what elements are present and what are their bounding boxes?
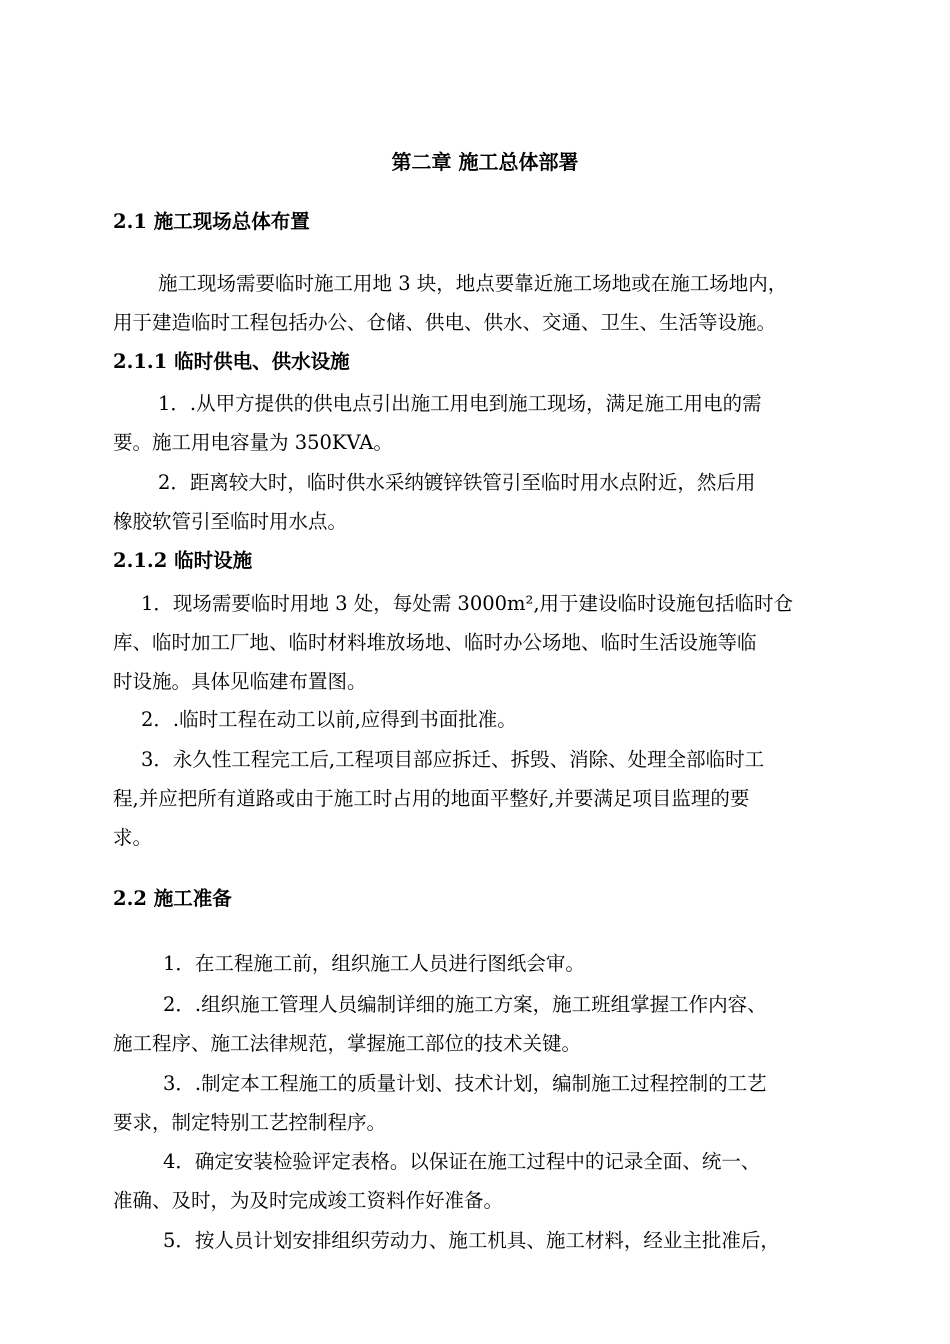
text-line: 准确、及时，为及时完成竣工资料作好准备。: [113, 1189, 504, 1212]
text-line: 4．确定安装检验评定表格。以保证在施工过程中的记录全面、统一、: [163, 1150, 761, 1173]
text-line: 施工程序、施工法律规范，掌握施工部位的技术关键。: [113, 1032, 582, 1055]
text-line: 时设施。具体见临建布置图。: [113, 670, 367, 693]
section-2-1-1-item-1: [113, 384, 873, 462]
text-line: 橡胶软管引至临时用水点。: [113, 510, 348, 533]
text-line: 用于建造临时工程包括办公、仓储、供电、供水、交通、卫生、生活等设施。: [113, 311, 777, 334]
text-line: 求。: [113, 826, 153, 849]
section-2-2-heading: 2.2 施工准备: [113, 887, 232, 910]
section-2-1-2-item-2: [113, 700, 873, 739]
section-2-2-item-1: [113, 944, 873, 983]
section-2-1-2-item-1: [113, 584, 873, 701]
text-line: 1．在工程施工前，组织施工人员进行图纸会审。: [163, 952, 585, 975]
section-2-1-1-heading: 2.1.1 临时供电、供水设施: [113, 350, 350, 373]
section-2-2-item-4: [113, 1142, 873, 1220]
text-line: 3．.制定本工程施工的质量计划、技术计划，编制施工过程控制的工艺: [163, 1072, 767, 1095]
section-2-2-item-2: [113, 985, 873, 1063]
section-2-1-heading: 2.1 施工现场总体布置: [113, 210, 310, 233]
text-line: 2．距离较大时，临时供水采纳镀锌铁管引至临时用水点附近，然后用: [158, 471, 756, 494]
text-line: 程,并应把所有道路或由于施工时占用的地面平整好,并要满足项目监理的要: [113, 787, 750, 810]
text-line: 2．.组织施工管理人员编制详细的施工方案，施工班组掌握工作内容、: [163, 993, 767, 1016]
text-line: 施工现场需要临时施工用地 3 块，地点要靠近施工场地或在施工场地内，: [158, 272, 788, 295]
text-line: 库、临时加工厂地、临时材料堆放场地、临时办公场地、临时生活设施等临: [113, 631, 757, 654]
section-2-1-2-item-3: [113, 740, 873, 857]
section-2-2-item-5: [113, 1221, 873, 1260]
section-2-2-item-3: [113, 1064, 873, 1142]
text-line: 1．.从甲方提供的供电点引出施工用电到施工现场，满足施工用电的需: [158, 392, 762, 415]
section-2-1-intro: [113, 264, 873, 342]
text-line: 2．.临时工程在动工以前,应得到书面批准。: [141, 708, 517, 731]
text-line: 要。施工用电容量为 350KVA。: [113, 431, 393, 454]
chapter-title: 第二章 施工总体部署: [391, 150, 579, 174]
section-2-1-2-heading: 2.1.2 临时设施: [113, 549, 253, 572]
text-line: 1．现场需要临时用地 3 处，每处需 3000m²,用于建设临时设施包括临时仓: [141, 592, 794, 615]
text-line: 5．按人员计划安排组织劳动力、施工机具、施工材料，经业主批准后，: [163, 1229, 780, 1252]
section-2-1-1-item-2: [113, 463, 873, 541]
text-line: 3．永久性工程完工后,工程项目部应拆迁、拆毁、消除、处理全部临时工: [141, 748, 765, 771]
text-line: 要求，制定特别工艺控制程序。: [113, 1111, 387, 1134]
